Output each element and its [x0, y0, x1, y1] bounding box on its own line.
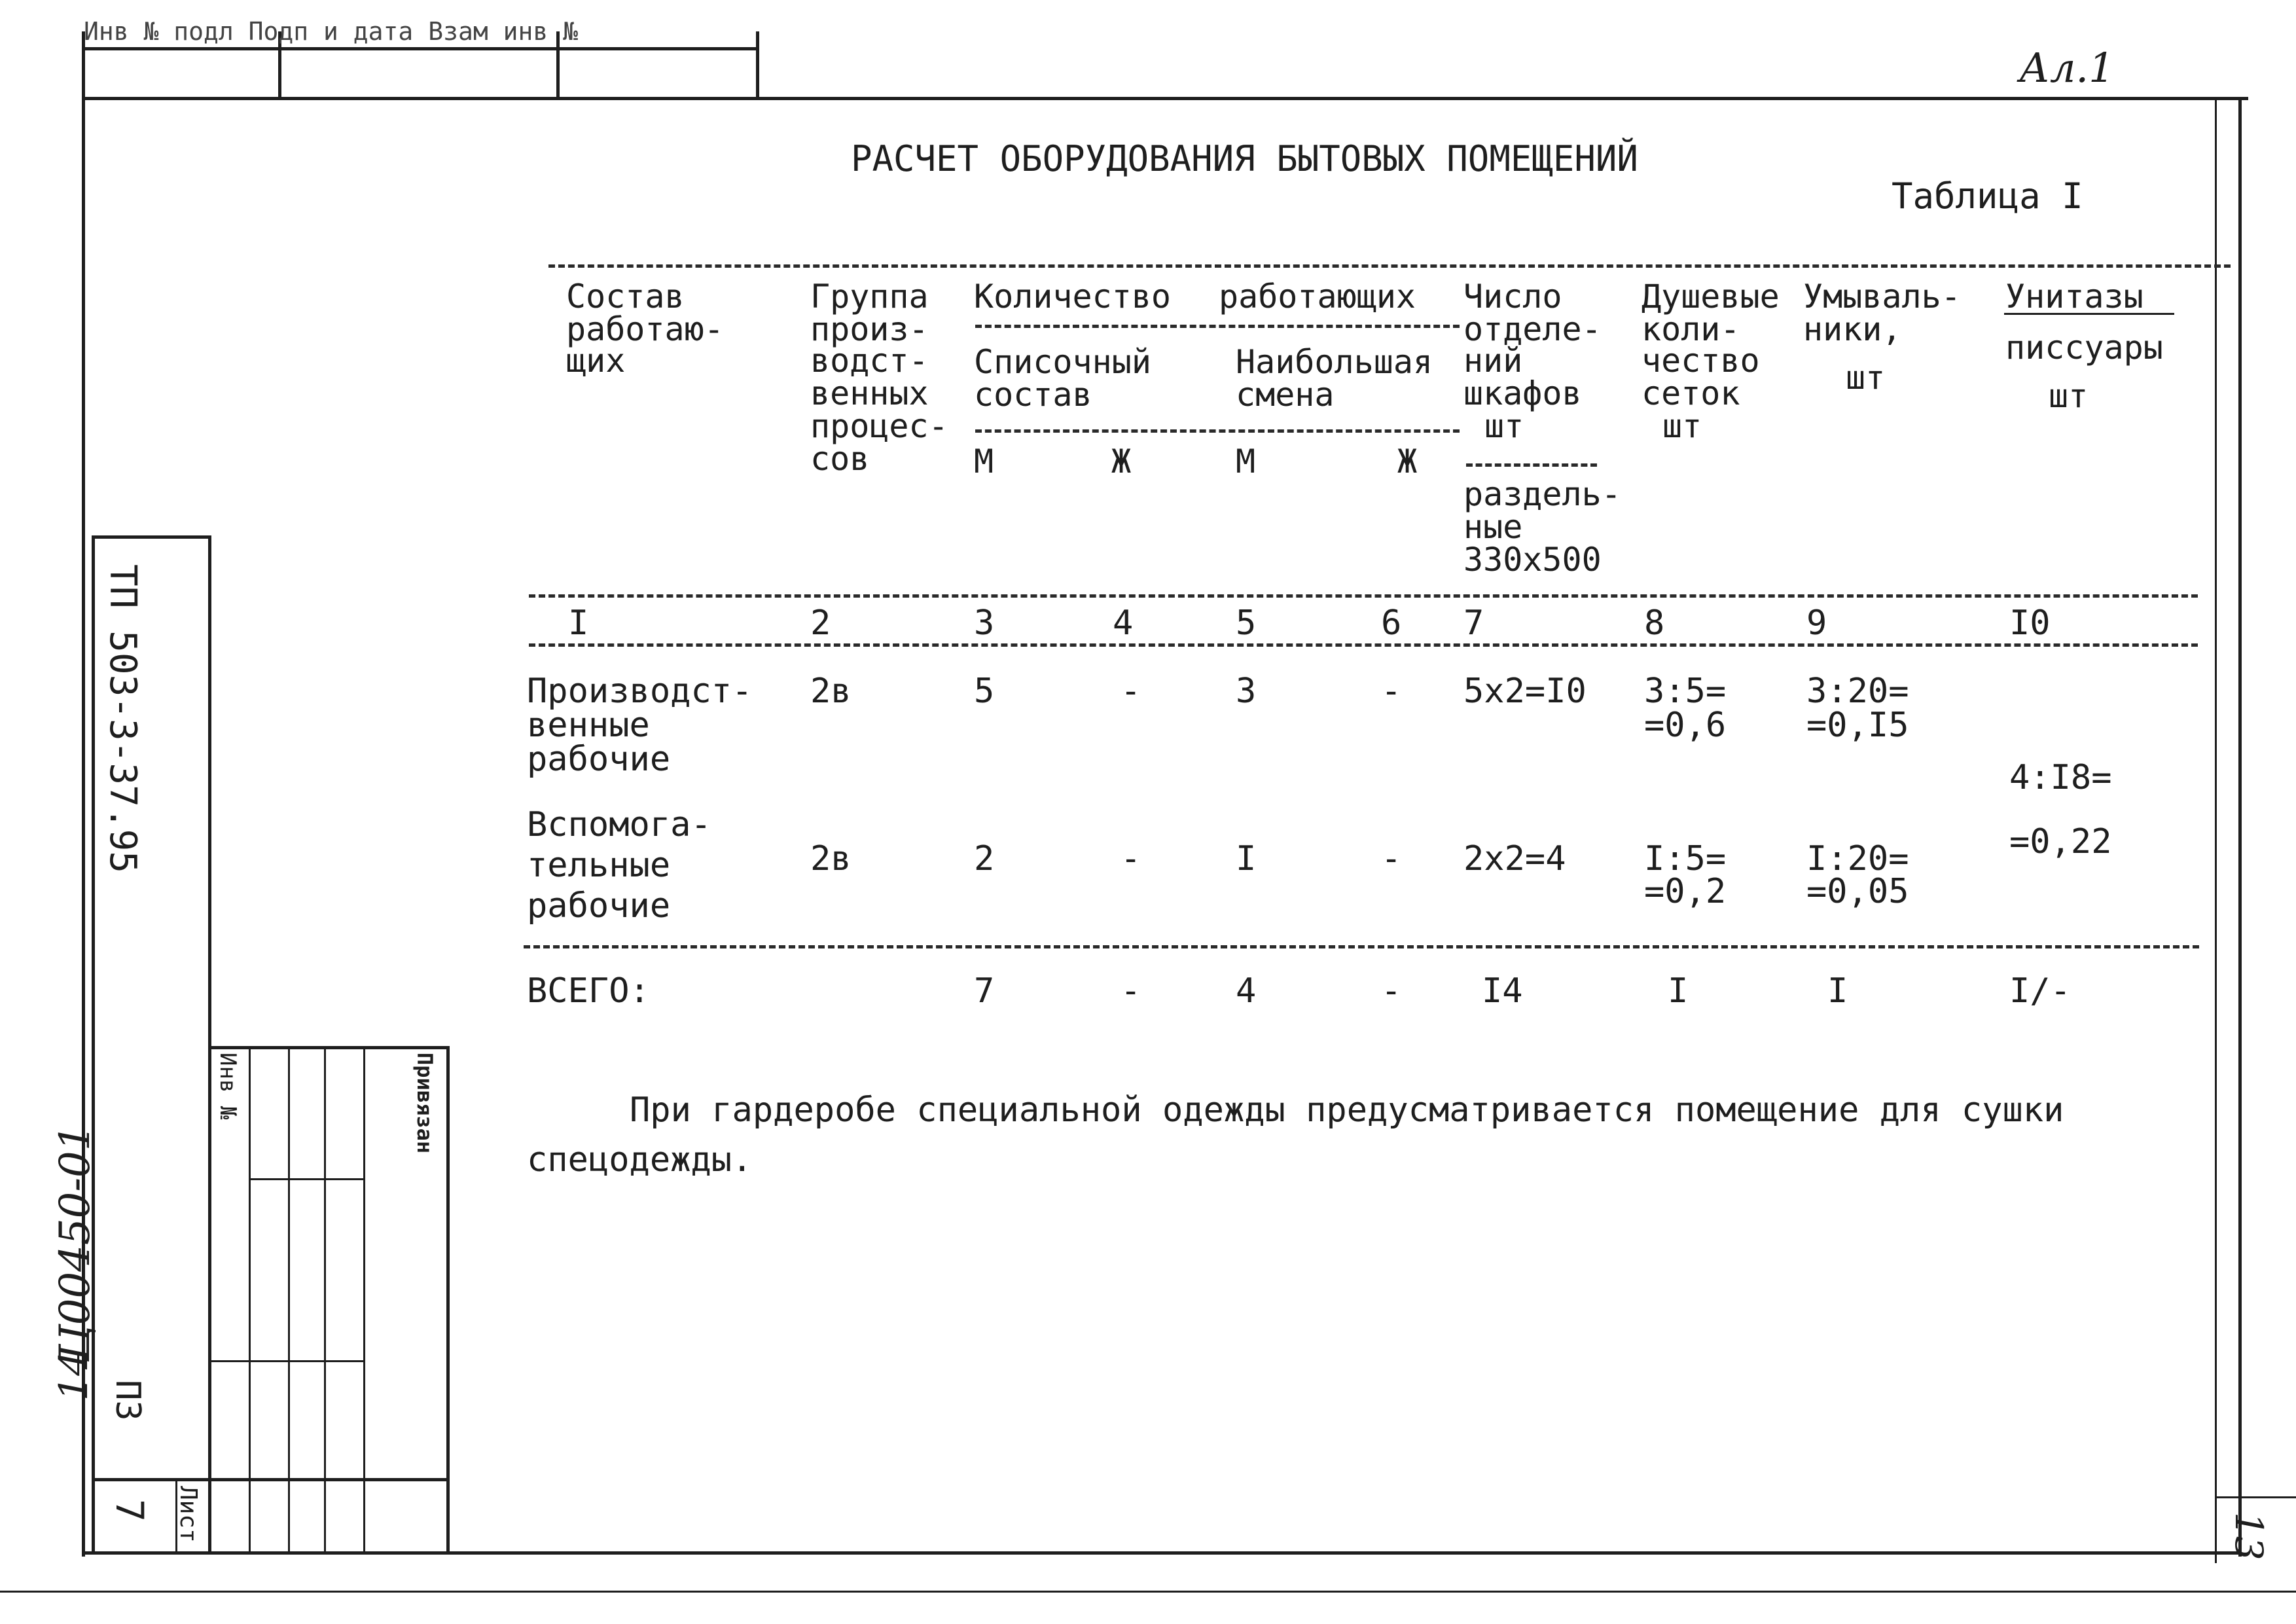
col-num-5: 5	[1236, 604, 1257, 643]
header-c7-lower-l3: 330х500	[1463, 541, 1602, 579]
header-c8-l3: чество	[1641, 342, 1760, 380]
header-c8-l4: сеток	[1641, 374, 1740, 412]
header-c7-lower-l1: раздель-	[1463, 475, 1621, 513]
header-c2-l1: Группа	[810, 278, 929, 316]
archive-suffix: 14	[51, 1350, 97, 1401]
header-c7-lower-l2: ные	[1463, 508, 1523, 546]
header-shift-l1: Наибольшая	[1236, 343, 1433, 381]
header-c8-l5: шт	[1662, 407, 1702, 445]
header-c7-l2: отделе-	[1463, 310, 1602, 348]
header-list-m: М	[974, 442, 994, 480]
page-title: РАСЧЕТ ОБОРУДОВАНИЯ БЫТОВЫХ ПОМЕЩЕНИЙ	[851, 138, 1638, 179]
row2-washbasins-l1: I:20=	[1806, 839, 1909, 878]
total-toilets: I/-	[2009, 971, 2071, 1011]
total-list-m: 7	[974, 971, 995, 1011]
col-num-9: 9	[1806, 604, 1827, 643]
row2-showers-l2: =0,2	[1644, 872, 1727, 911]
header-shift-m: М	[1236, 442, 1256, 480]
sheet-number-right: 13	[2227, 1512, 2271, 1561]
total-showers: I	[1668, 971, 1689, 1011]
row2-list-m: 2	[974, 839, 995, 878]
header-shift-zh: Ж	[1397, 442, 1418, 480]
toilets-merged-l1: 4:I8=	[2009, 758, 2112, 797]
header-c7-l5: шт	[1484, 407, 1524, 445]
row2-list-zh: -	[1121, 839, 1141, 878]
row2-washbasins-l2: =0,05	[1806, 872, 1909, 911]
col-num-4: 4	[1113, 604, 1134, 643]
col-num-1: I	[568, 604, 589, 643]
header-c7-l3: ний	[1463, 342, 1523, 380]
note-line-1: При гардеробе специальной одежды предусматривается помещение для сушки	[630, 1091, 2064, 1130]
sheet-label: Лист	[175, 1486, 202, 1543]
total-lockers: I4	[1482, 971, 1523, 1011]
header-c1-l2: работаю-	[566, 310, 724, 348]
header-c2-l2: произ-	[810, 310, 929, 348]
row1-shift-m: 3	[1236, 672, 1257, 711]
header-list-l2: состав	[974, 376, 1092, 414]
sheet-code: ПЗ	[108, 1380, 147, 1421]
toilets-merged-l2: =0,22	[2009, 822, 2112, 861]
row2-shift-m: I	[1236, 839, 1257, 878]
total-washbasins: I	[1827, 971, 1848, 1011]
row1-showers-l1: 3:5=	[1644, 672, 1727, 711]
header-c8-l1: Душевые	[1641, 278, 1780, 316]
note-line-2: спецодежды.	[527, 1140, 753, 1180]
row2-name-l3: рабочие	[527, 886, 671, 926]
row2-lockers: 2х2=4	[1463, 839, 1566, 878]
total-shift-m: 4	[1236, 971, 1257, 1011]
row1-washbasins-l1: 3:20=	[1806, 672, 1909, 711]
row2-group: 2в	[810, 839, 852, 878]
row1-name-l1: Производст-	[527, 672, 753, 711]
row2-showers-l1: I:5=	[1644, 839, 1727, 878]
row1-list-zh: -	[1121, 672, 1141, 711]
col-num-3: 3	[974, 604, 995, 643]
col-num-10: I0	[2009, 604, 2051, 643]
table-label: Таблица I	[1892, 175, 2083, 217]
archive-code: Ц00450-01	[51, 1124, 99, 1362]
row1-shift-zh: -	[1381, 672, 1402, 711]
header-c9-l2: ники,	[1803, 310, 1902, 348]
row1-list-m: 5	[974, 672, 995, 711]
header-qty-top2: работающих	[1219, 278, 1416, 316]
header-c2-l5: процес-	[810, 407, 948, 445]
applied-label: Привязан	[412, 1053, 437, 1154]
header-list-l1: Списочный	[974, 343, 1151, 381]
row1-lockers: 5х2=I0	[1463, 672, 1587, 711]
header-c1-l1: Состав	[566, 278, 685, 316]
sheet-mark: Ал.1	[2019, 44, 2115, 92]
header-c10-l1: писсуары	[2005, 329, 2163, 367]
header-c10-l2: шт	[2049, 377, 2089, 415]
row1-name-l2: венные	[527, 706, 650, 745]
row1-group: 2в	[810, 672, 852, 711]
row2-shift-zh: -	[1381, 839, 1402, 878]
header-c2-l4: венных	[810, 374, 929, 412]
header-c9-l3: шт	[1846, 359, 1886, 397]
total-list-zh: -	[1121, 971, 1141, 1011]
header-c8-l2: коли-	[1641, 310, 1740, 348]
total-shift-zh: -	[1381, 971, 1402, 1011]
header-c10-top: Унитазы	[2005, 278, 2144, 316]
total-label: ВСЕГО:	[527, 971, 650, 1011]
header-c2-l3: водст-	[810, 342, 929, 380]
row1-name-l3: рабочие	[527, 740, 671, 779]
header-c7-l4: шкафов	[1463, 374, 1582, 412]
header-shift-l2: смена	[1236, 376, 1335, 414]
header-qty-top: Количество	[974, 278, 1172, 316]
project-code: ТП 503-3-37.95	[101, 564, 144, 874]
header-list-zh: Ж	[1111, 442, 1132, 480]
top-stamp-text: Инв № подл Подп и дата Взам инв №	[84, 17, 578, 46]
row2-name-l1: Вспомога-	[527, 805, 711, 844]
row2-name-l2: тельные	[527, 846, 671, 885]
col-num-6: 6	[1381, 604, 1402, 643]
row1-showers-l2: =0,6	[1644, 706, 1727, 745]
col-num-7: 7	[1463, 604, 1484, 643]
header-c1-l3: щих	[566, 342, 626, 380]
col-num-2: 2	[810, 604, 831, 643]
sheet-num: 7	[107, 1499, 152, 1522]
col-num-8: 8	[1644, 604, 1665, 643]
header-c9-l1: Умываль-	[1803, 278, 1961, 316]
row1-washbasins-l2: =0,I5	[1806, 706, 1909, 745]
header-c2-l6: сов	[810, 440, 870, 478]
inv-label: Инв №	[215, 1053, 241, 1120]
header-c7-l1: Число	[1463, 278, 1562, 316]
